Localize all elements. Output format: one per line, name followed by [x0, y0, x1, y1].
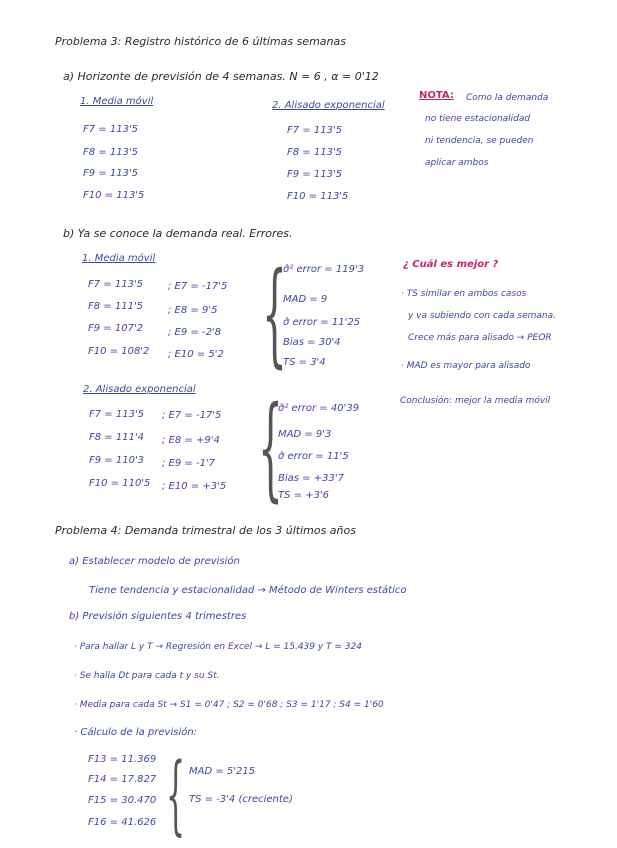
- b-mm-stat-bias: Bias = 30'4: [283, 337, 341, 348]
- b-alisado-title: 2. Alisado exponencial: [83, 384, 196, 395]
- b-mm-error-4: ; E10 = 5'2: [168, 349, 224, 360]
- nota-line-4: aplicar ambos: [425, 158, 489, 168]
- a-ae-row-2: F8 = 113'5: [287, 147, 343, 158]
- b-mm-stat-mad: MAD = 9: [283, 294, 328, 305]
- problem4-b-line-1: · Para hallar L y T → Regresión en Excel → L = 15.439 y T = 324: [74, 642, 362, 652]
- nota-line-1: Como la demanda: [466, 93, 549, 103]
- b-ae-brace: {: [258, 383, 283, 513]
- a-media-movil-title: 1. Media móvil: [80, 96, 154, 107]
- problem3-a-heading: a) Horizonte de previsión de 4 semanas. N = 6 , α = 0'12: [63, 70, 379, 83]
- b-media-movil-title: 1. Media móvil: [82, 253, 156, 264]
- b-ae-stat-variance: σ̂² error = 40'39: [278, 403, 360, 414]
- a-mm-row-3: F9 = 113'5: [83, 168, 139, 179]
- problem4-b-heading: b) Previsión siguientes 4 trimestres: [69, 611, 247, 622]
- forecast-f13: F13 = 11.369: [88, 754, 157, 765]
- b-mm-stat-variance: σ̂² error = 119'3: [283, 264, 365, 275]
- forecast-f14: F14 = 17.827: [88, 774, 157, 785]
- b-ae-forecast-2: F8 = 111'4: [89, 432, 145, 443]
- b-mm-forecast-3: F9 = 107'2: [88, 323, 144, 334]
- b-mm-brace: {: [262, 249, 287, 379]
- a-ae-row-1: F7 = 113'5: [287, 125, 343, 136]
- b-ae-stat-bias: Bias = +33'7: [278, 473, 344, 484]
- a-mm-row-4: F10 = 113'5: [83, 190, 145, 201]
- nota-label: NOTA:: [419, 90, 454, 101]
- a-ae-row-3: F9 = 113'5: [287, 169, 343, 180]
- problem4-b-line-2: · Se halla Dt para cada t y su St.: [74, 671, 220, 681]
- problem3-b-heading: b) Ya se conoce la demanda real. Errores.: [63, 227, 293, 240]
- b-ae-forecast-3: F9 = 110'3: [89, 455, 145, 466]
- a-mm-row-2: F8 = 113'5: [83, 147, 139, 158]
- b-ae-error-4: ; E10 = +3'5: [162, 481, 227, 492]
- problem4-b-line-3: · Media para cada St → S1 = 0'47 ; S2 = 0'68 ; S3 = 1'17 ; S4 = 1'60: [74, 700, 384, 710]
- b-mm-forecast-1: F7 = 113'5: [88, 279, 144, 290]
- side-bullet1-line1: · TS similar en ambos casos: [401, 289, 527, 299]
- b-mm-stat-ts: TS = 3'4: [283, 357, 326, 368]
- side-bullet1-line3: Crece más para alisado → PEOR: [408, 333, 552, 343]
- problem4-b-line-4: · Cálculo de la previsión:: [74, 727, 198, 738]
- problem4-a-text: Tiene tendencia y estacionalidad → Método de Winters estático: [89, 585, 407, 596]
- cual-es-mejor-question: ¿ Cuál es mejor ?: [403, 259, 499, 270]
- b-ae-error-2: ; E8 = +9'4: [162, 435, 220, 446]
- b-mm-error-3: ; E9 = -2'8: [168, 327, 222, 338]
- b-ae-stat-ts: TS = +3'6: [278, 490, 330, 501]
- side-bullet1-line2: y va subiendo con cada semana.: [408, 311, 556, 321]
- b-ae-forecast-1: F7 = 113'5: [89, 409, 145, 420]
- b-mm-error-2: ; E8 = 9'5: [168, 305, 218, 316]
- side-bullet2: · MAD es mayor para alisado: [401, 361, 531, 371]
- nota-line-3: ni tendencia, se pueden: [425, 136, 534, 146]
- a-ae-row-4: F10 = 113'5: [287, 191, 349, 202]
- b-mm-forecast-2: F8 = 111'5: [88, 301, 144, 312]
- b-ae-stat-mad: MAD = 9'3: [278, 429, 332, 440]
- b-ae-error-1: ; E7 = -17'5: [162, 410, 222, 421]
- a-mm-row-1: F7 = 113'5: [83, 124, 139, 135]
- b-mm-error-1: ; E7 = -17'5: [168, 281, 228, 292]
- b-mm-stat-sigma: σ̂ error = 11'25: [283, 317, 361, 328]
- forecast-brace: {: [166, 745, 186, 845]
- problem4-title: Problema 4: Demanda trimestral de los 3 últimos años: [55, 524, 356, 537]
- nota-line-2: no tiene estacionalidad: [425, 114, 531, 124]
- b-ae-forecast-4: F10 = 110'5: [89, 478, 151, 489]
- forecast-f16: F16 = 41.626: [88, 817, 157, 828]
- a-alisado-title: 2. Alisado exponencial: [272, 100, 385, 111]
- forecast-f15: F15 = 30.470: [88, 795, 157, 806]
- b-mm-forecast-4: F10 = 108'2: [88, 346, 150, 357]
- problem3-title: Problema 3: Registro histórico de 6 últimas semanas: [55, 35, 346, 48]
- b-ae-stat-sigma: σ̂ error = 11'5: [278, 451, 349, 462]
- problem4-a-heading: a) Establecer modelo de previsión: [69, 556, 240, 567]
- side-conclusion: Conclusión: mejor la media móvil: [400, 396, 551, 406]
- problem4-ts: TS = -3'4 (creciente): [189, 794, 293, 805]
- problem4-mad: MAD = 5'215: [189, 766, 256, 777]
- b-ae-error-3: ; E9 = -1'7: [162, 458, 216, 469]
